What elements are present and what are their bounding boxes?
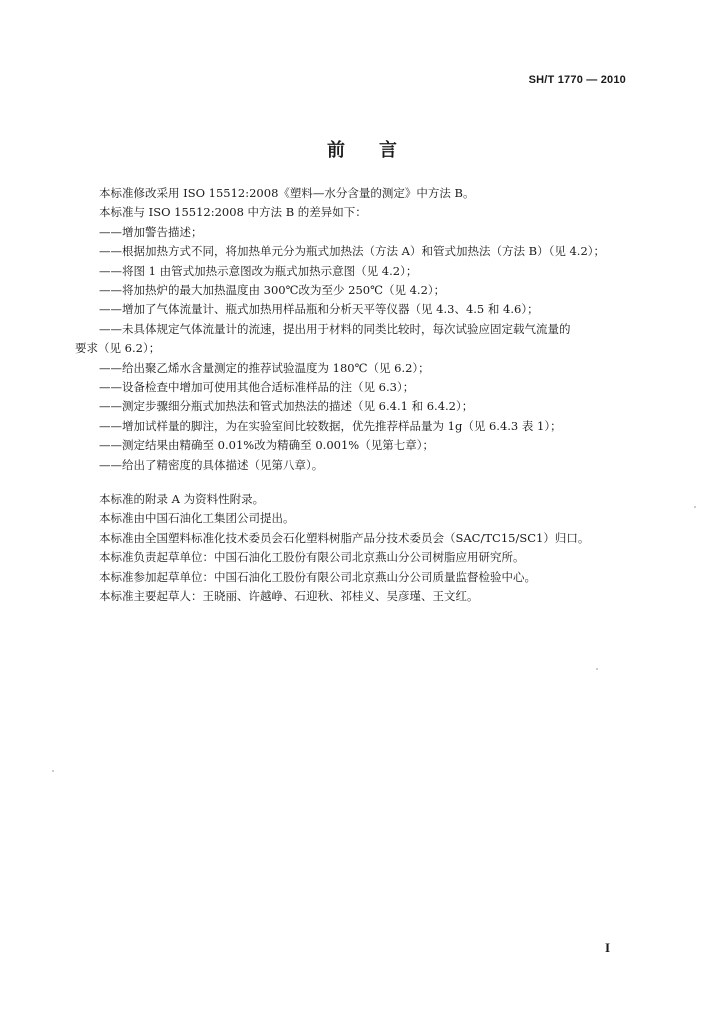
- difference-item: ——增加警告描述；: [99, 224, 203, 239]
- scan-speck: [694, 506, 696, 508]
- difference-item: ——将加热炉的最大加热温度由 300℃改为至少 250℃（见 4.2）；: [99, 283, 446, 298]
- difference-item-continuation: 要求（见 6.2）；: [75, 341, 161, 356]
- difference-item: ——测定步骤细分瓶式加热法和管式加热法的描述（见 6.4.1 和 6.4.2）；: [99, 399, 474, 414]
- statement-line: 本标准由全国塑料标准化技术委员会石化塑料树脂产品分技术委员会（SAC/TC15/SC1）归口。: [99, 530, 590, 545]
- statement-line: 本标准主要起草人：王晓丽、许越峥、石迎秋、祁桂义、吴彦瑾、王文红。: [99, 589, 479, 604]
- difference-item: ——未具体规定气体流量计的流速，提出用于材料的同类比较时，每次试验应固定载气流量的: [99, 321, 571, 336]
- scan-speck: [596, 668, 598, 670]
- difference-item: ——给出了精密度的具体描述（见第八章）。: [99, 457, 324, 472]
- scan-speck: [52, 770, 54, 772]
- difference-item: ——根据加热方式不同，将加热单元分为瓶式加热法（方法 A）和管式加热法（方法 B）（见 4.2）；: [99, 244, 606, 259]
- intro-line: 本标准与 ISO 15512:2008 中方法 B 的差异如下：: [99, 205, 367, 220]
- page-title: 前言: [327, 140, 431, 161]
- foreword-body: [75, 184, 635, 475]
- difference-item: ——将图 1 由管式加热示意图改为瓶式加热示意图（见 4.2）；: [99, 263, 418, 278]
- statement-line: 本标准参加起草单位：中国石油化工股份有限公司北京燕山分公司质量监督检验中心。: [99, 569, 536, 584]
- standard-statements: [75, 490, 635, 606]
- statement-line: 本标准由中国石油化工集团公司提出。: [99, 511, 295, 526]
- page-number: I: [604, 940, 610, 955]
- difference-item: ——测定结果由精确至 0.01%改为精确至 0.001%（见第七章）；: [99, 438, 434, 453]
- statement-line: 本标准的附录 A 为资料性附录。: [99, 492, 265, 506]
- difference-item: ——增加试样量的脚注，为在实验室间比较数据，优先推荐样品量为 1g（见 6.4.3 表 1）；: [99, 418, 562, 433]
- difference-item: ——增加了气体流量计、瓶式加热用样品瓶和分析天平等仪器（见 4.3、4.5 和 4.6）；: [99, 302, 539, 317]
- intro-line: 本标准修改采用 ISO 15512:2008《塑料—水分含量的测定》中方法 B。: [99, 186, 475, 200]
- standard-code: SH/T 1770 — 2010: [528, 74, 626, 86]
- difference-item: ——设备检查中增加可使用其他合适标准样品的注（见 6.3）；: [99, 380, 415, 395]
- difference-item: ——给出聚乙烯水含量测定的推荐试验温度为 180℃（见 6.2）；: [99, 360, 430, 375]
- statement-line: 本标准负责起草单位：中国石油化工股份有限公司北京燕山分公司树脂应用研究所。: [99, 550, 525, 565]
